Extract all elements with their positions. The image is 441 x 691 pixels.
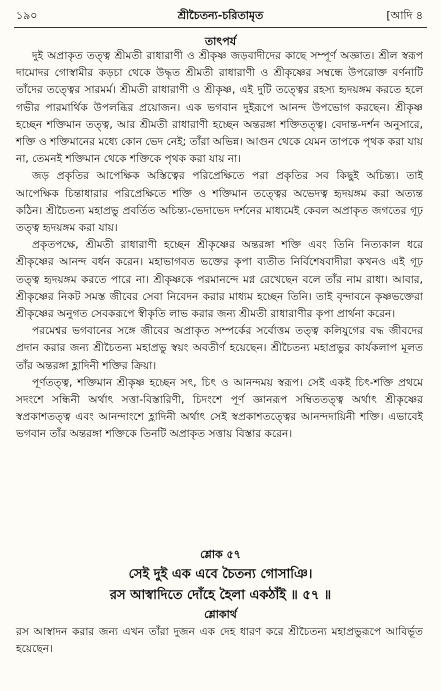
purport-paragraph: পূর্ণতত্ত্ব, শক্তিমান শ্রীকৃষ্ণ হচ্ছেন সৎ, চিৎ ও আনন্দময় স্বরূপ। সেই একই চিৎ-শক্তি প্রথমে সদংশে সন্ধিনী অর্থাৎ সত্তা-বিস্তারিণী, চিদংশে পূর্ণ জ্ঞানরূপ সম্বিততত্ত্ব অর্থাৎ শ্রীকৃষ্ণের স্বপ্রকাশতত্ত্ব এবং আনন্দাংশে হ্লাদিনী অর্থাৎ সেই স্বপ্রকাশতত্ত্বের আনন্দদায়িনী শক্তি। এভাবেই ভগবান তাঁর অন্তরঙ্গা শক্তিকে তিনটি অপ্রাকৃত সত্তায় বিস্তার করেন। [16, 376, 423, 441]
verse-line-1: সেই দুই এক এবে চৈতন্য গোসাঞি। [128, 567, 313, 582]
header-divider [14, 27, 427, 28]
running-header [14, 6, 427, 26]
purport-paragraph: জড় প্রকৃতির আপেক্ষিক অস্তিত্বের পরিপ্রেক্ষিতে পরা প্রকৃতির সব কিছুই অচিন্ত্য। তাই আপেক্ষিক চিন্তাধারার পরিপ্রেক্ষিতে শক্তি ও শক্তিমান তত্ত্বের অভেদত্ব হৃদয়ঙ্গম করা অত্যন্ত কঠিন। শ্রীচৈতন্য মহাপ্রভু প্রবর্তিত অচিন্ত্য-ভেদাভেদ দর্শনের মাধ্যমেই কেবল অপ্রাকৃত জগতের গূঢ় তত্ত্ব হৃদয়ঙ্গম করা যায়। [16, 170, 423, 235]
translation-heading: শ্লোকার্থ [204, 608, 237, 621]
verse-block [0, 546, 441, 606]
purport-paragraph: দুই অপ্রাকৃত তত্ত্ব শ্রীমতী রাধারাণী ও শ্রীকৃষ্ণ জড়বাদীদের কাছে সম্পূর্ণ অজ্ঞাত। শ্রীল স্বরূপ দামোদর গোস্বামীর কড়চা থেকে উদ্ধৃত শ্রীমতী রাধারাণী ও শ্রীকৃষ্ণের সম্বন্ধে উপরোক্ত বর্ণনাটি তাঁদের তত্ত্বের সারমর্ম। শ্রীমতী রাধারাণী ও শ্রীকৃষ্ণ, এই দুটি তত্ত্বের রহস্য হৃদয়ঙ্গম করতে হলে গভীর পারমার্থিক উপলব্ধির প্রয়োজন। এক ভগবান দুইরূপে আনন্দ উপভোগ করছেন। শ্রীকৃষ্ণ হচ্ছেন শক্তিমান তত্ত্ব, আর শ্রীমতী রাধারাণী হচ্ছেন অন্তরঙ্গা শক্তিতত্ত্ব। বেদান্ত-দর্শন অনুসারে, শক্তি ও শক্তিমানের মধ্যে কোন ভেদ নেই; তাঁরা অভিন্ন। আগুন থেকে যেমন তাপকে পৃথক করা যায় না, তেমনই শক্তিমান থেকে শক্তিকে পৃথক করা যায় না। [16, 50, 423, 166]
chapter-reference: [আদি ৪ [386, 9, 423, 22]
purport-body [16, 48, 423, 444]
purport-paragraph: প্রকৃতপক্ষে, শ্রীমতী রাধারাণী হচ্ছেন শ্রীকৃষ্ণের অন্তরঙ্গা শক্তি এবং তিনি নিত্যকাল ধরে শ্রীকৃষ্ণের আনন্দ বর্ধন করেন। মহাভাগবত ভক্তের কৃপা ব্যতীত নির্বিশেষবাদীরা কখনও এই গূঢ় তত্ত্ব হৃদয়ঙ্গম করতে পারে না। শ্রীকৃষ্ণকে পরমানন্দে মগ্ন রেখেছেন বলে তাঁর নাম রাধা। আবার, শ্রীকৃষ্ণের নিকট সমস্ত জীবের সেবা নিবেদন করার মাধ্যম হচ্ছেন তিনি। তাই বৃন্দাবনে কৃষ্ণভক্তেরা শ্রীকৃষ্ণের অনুগত সেবকরূপে স্বীকৃতি লাভ করার জন্য শ্রীমতী রাধারাণীর কৃপা প্রার্থনা করেন। [16, 239, 423, 321]
verse-line-2: রস আস্বাদিতে দোঁহে হৈলা একঠাঁই ॥ ৫৭ ॥ [109, 588, 332, 603]
page-number: ১৯০ [16, 9, 38, 22]
book-title: শ্রীচৈতন্য-চরিতামৃত [177, 9, 264, 22]
purport-paragraph: পরমেশ্বর ভগবানের সঙ্গে জীবের অপ্রাকৃত সম্পর্কের সর্বোত্তম তত্ত্ব কলিযুগের বদ্ধ জীবদের প্রদান করার জন্য শ্রীচৈতন্য মহাপ্রভু স্বয়ং অবতীর্ণ হয়েছেন। শ্রীচৈতন্য মহাপ্রভুর কার্যকলাপ মূলত তাঁর অন্তরঙ্গা হ্লাদিনী শক্তির ক্রিয়া। [16, 325, 423, 372]
verse-number: শ্লোক ৫৭ [200, 548, 241, 561]
translation-text: রস আস্বাদন করার জন্য এখন তাঁরা দুজন এক দেহ ধারণ করে শ্রীচৈতন্য মহাপ্রভুরূপে আবির্ভূত হয়েছেন। [16, 626, 423, 656]
purport-heading: তাৎপর্য [204, 35, 237, 48]
